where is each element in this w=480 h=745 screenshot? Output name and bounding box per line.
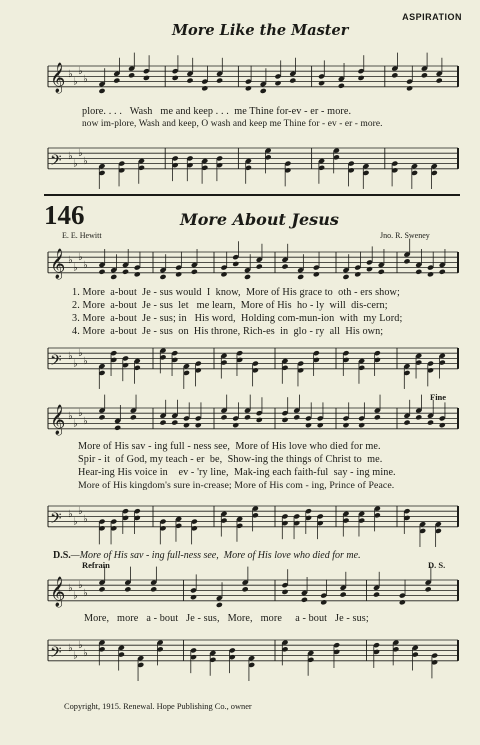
note-icon: [274, 60, 281, 86]
note-icon: [134, 252, 141, 278]
note-icon: [98, 363, 105, 389]
verse-2-line-b: Spir - it of God, my teach - er be, Show-ing the things of Christ to me.: [78, 454, 383, 465]
note-icon: [374, 350, 381, 376]
note-icon: [244, 395, 251, 421]
note-icon: [242, 567, 249, 593]
note-icon: [357, 55, 364, 81]
note-icon: [175, 252, 182, 278]
staff-3-treble: [0, 574, 480, 614]
note-icon: [110, 254, 117, 280]
flat-icon: ♭: [83, 588, 88, 599]
note-icon: [340, 572, 347, 598]
note-icon: [374, 506, 381, 532]
note-icon: [122, 249, 129, 275]
note-icon: [373, 572, 380, 598]
note-icon: [293, 395, 300, 421]
ds-prefix: D.S.: [53, 550, 71, 561]
staff-2-treble: [0, 402, 480, 442]
note-icon: [252, 361, 259, 387]
note-icon: [281, 569, 288, 595]
note-icon: [171, 400, 178, 426]
ds-mark: D. S.: [428, 560, 446, 570]
note-icon: [236, 516, 243, 542]
staff-3-bass: [0, 634, 480, 674]
note-icon: [98, 249, 105, 275]
flat-icon: ♭: [73, 650, 78, 662]
note-icon: [281, 397, 288, 423]
note-icon: [403, 400, 410, 426]
staff-1-bass: [0, 342, 480, 382]
staff-1-treble: [0, 246, 480, 286]
flat-icon: ♭: [83, 514, 88, 525]
flat-icon: ♭: [78, 506, 83, 518]
note-icon: [172, 155, 179, 181]
note-icon: [354, 252, 361, 278]
prev-lyric-line-2: now im-plore, Wash and keep, O wash and keep me Thine for - ev - er - more.: [82, 119, 383, 129]
flat-icon: ♭: [68, 508, 73, 520]
note-icon: [427, 400, 434, 426]
note-icon: [118, 645, 125, 671]
copyright-notice: Copyright, 1915. Renewal. Hope Publishing Co., owner: [64, 702, 252, 711]
bass-clef-icon: 𝄢: [50, 509, 62, 531]
note-icon: [415, 353, 422, 379]
note-icon: [425, 567, 432, 593]
bass-clef-icon: 𝄢: [50, 351, 62, 373]
prev-lyric-line-1: plore. . . . Wash me and keep . . . me Thine for-ev - er - more.: [82, 106, 352, 117]
flat-icon: ♭: [78, 348, 83, 360]
note-icon: [159, 254, 166, 280]
note-icon: [305, 402, 312, 428]
flat-icon: ♭: [83, 648, 88, 659]
note-icon: [256, 244, 263, 270]
note-icon: [216, 58, 223, 84]
refrain-label: Refrain: [82, 560, 110, 570]
note-icon: [183, 402, 190, 428]
note-icon: [305, 508, 312, 534]
note-icon: [348, 161, 355, 187]
note-icon: [297, 254, 304, 280]
note-icon: [232, 402, 239, 428]
note-icon: [320, 580, 327, 606]
note-icon: [98, 395, 105, 421]
note-icon: [378, 249, 385, 275]
prev-hymn-title: More Like the Master: [172, 22, 349, 39]
note-icon: [128, 53, 135, 79]
staff-2-bass: [0, 500, 480, 540]
flat-icon: ♭: [73, 590, 78, 602]
flat-icon: ♭: [78, 580, 83, 592]
note-icon: [439, 353, 446, 379]
note-icon: [220, 353, 227, 379]
note-icon: [201, 66, 208, 92]
ds-text: —More of His sav - ing full-ness see, More of His love who died for me.: [70, 550, 361, 561]
note-icon: [427, 252, 434, 278]
note-icon: [98, 68, 105, 94]
note-icon: [358, 511, 365, 537]
note-icon: [297, 361, 304, 387]
flat-icon: ♭: [73, 158, 78, 170]
note-icon: [439, 402, 446, 428]
staff-prev-treble: [0, 60, 480, 100]
note-icon: [313, 350, 320, 376]
note-icon: [216, 582, 223, 608]
treble-clef-icon: 𝄞: [50, 404, 66, 435]
flat-icon: ♭: [78, 148, 83, 160]
note-icon: [98, 163, 105, 189]
note-icon: [186, 155, 193, 181]
note-icon: [220, 395, 227, 421]
verse-1-line-a: 1. More a-bout Je - sus would I know, More of His grace to oth - ers show;: [72, 287, 400, 298]
staff-prev-bass: [0, 142, 480, 182]
note-icon: [183, 363, 190, 389]
note-icon: [373, 642, 380, 668]
note-icon: [333, 642, 340, 668]
note-icon: [281, 358, 288, 384]
note-icon: [220, 252, 227, 278]
note-icon: [124, 567, 131, 593]
note-icon: [427, 361, 434, 387]
note-icon: [114, 405, 121, 431]
note-icon: [159, 348, 166, 374]
refrain-lyric: More, more a - bout Je - sus, More, more a - bout Je - sus;: [84, 613, 369, 624]
note-icon: [431, 163, 438, 189]
flat-icon: ♭: [78, 252, 83, 264]
flat-icon: ♭: [68, 254, 73, 266]
note-icon: [415, 395, 422, 421]
verse-3-line-a: 3. More a-bout Je - sus; in His word, Holding com-mun-ion with my Lord;: [72, 313, 403, 324]
note-icon: [252, 506, 259, 532]
note-icon: [342, 511, 349, 537]
note-icon: [236, 350, 243, 376]
flat-icon: ♭: [73, 76, 78, 88]
note-icon: [190, 647, 197, 673]
note-icon: [317, 513, 324, 539]
note-icon: [362, 163, 369, 189]
flat-icon: ♭: [83, 356, 88, 367]
note-icon: [431, 653, 438, 679]
note-icon: [366, 246, 373, 272]
note-icon: [122, 508, 129, 534]
flat-icon: ♭: [68, 150, 73, 162]
note-icon: [137, 655, 144, 681]
flat-icon: ♭: [83, 260, 88, 271]
note-icon: [229, 647, 236, 673]
note-icon: [307, 650, 314, 676]
note-icon: [245, 66, 252, 92]
bass-clef-icon: 𝄢: [50, 151, 62, 173]
section-label: ASPIRATION: [402, 12, 462, 22]
note-icon: [293, 513, 300, 539]
note-icon: [342, 254, 349, 280]
note-icon: [313, 252, 320, 278]
note-icon: [157, 640, 164, 666]
note-icon: [318, 60, 325, 86]
note-icon: [403, 239, 410, 265]
verse-4-line-a: 4. More a-bout Je - sus on His throne, Rich-es in glo - ry all His own;: [72, 326, 384, 337]
note-icon: [284, 161, 291, 187]
note-icon: [436, 58, 443, 84]
note-icon: [232, 241, 239, 267]
note-icon: [281, 244, 288, 270]
fine-label: Fine: [430, 392, 447, 402]
note-icon: [358, 358, 365, 384]
note-icon: [419, 521, 426, 547]
note-icon: [191, 249, 198, 275]
note-icon: [391, 53, 398, 79]
flat-icon: ♭: [78, 408, 83, 420]
note-icon: [391, 161, 398, 187]
note-icon: [171, 350, 178, 376]
hymn-divider: [44, 194, 460, 196]
note-icon: [318, 158, 325, 184]
note-icon: [415, 249, 422, 275]
note-icon: [138, 158, 145, 184]
note-icon: [134, 358, 141, 384]
verse-3-line-b: Hear-ing His voice in ev - 'ry line, Mak-ing each faith-ful say - ing mine.: [78, 467, 396, 478]
flat-icon: ♭: [68, 350, 73, 362]
flat-icon: ♭: [68, 410, 73, 422]
note-icon: [143, 55, 150, 81]
treble-clef-icon: 𝄞: [50, 62, 66, 93]
note-icon: [216, 155, 223, 181]
hymn-title: More About Jesus: [180, 210, 339, 229]
note-icon: [159, 400, 166, 426]
note-icon: [289, 58, 296, 84]
note-icon: [411, 163, 418, 189]
flat-icon: ♭: [83, 74, 88, 85]
note-icon: [130, 395, 137, 421]
note-icon: [244, 254, 251, 280]
note-icon: [134, 508, 141, 534]
flat-icon: ♭: [73, 262, 78, 274]
note-icon: [317, 402, 324, 428]
note-icon: [245, 158, 252, 184]
flat-icon: ♭: [78, 640, 83, 652]
hymn-number: 146: [44, 200, 85, 230]
note-icon: [201, 158, 208, 184]
flat-icon: ♭: [73, 516, 78, 528]
note-icon: [403, 508, 410, 534]
note-icon: [113, 58, 120, 84]
note-icon: [406, 66, 413, 92]
ds-instruction: [48, 539, 361, 561]
note-icon: [190, 574, 197, 600]
flat-icon: ♭: [83, 416, 88, 427]
note-icon: [122, 355, 129, 381]
flat-icon: ♭: [78, 66, 83, 78]
note-icon: [265, 148, 272, 174]
note-icon: [110, 350, 117, 376]
note-icon: [195, 402, 202, 428]
note-icon: [342, 402, 349, 428]
note-icon: [412, 645, 419, 671]
note-icon: [421, 53, 428, 79]
flat-icon: ♭: [83, 156, 88, 167]
note-icon: [175, 516, 182, 542]
note-icon: [172, 55, 179, 81]
note-icon: [260, 68, 267, 94]
note-icon: [435, 521, 442, 547]
note-icon: [195, 361, 202, 387]
note-icon: [338, 63, 345, 89]
treble-clef-icon: 𝄞: [50, 576, 66, 607]
note-icon: [301, 577, 308, 603]
note-icon: [403, 363, 410, 389]
note-icon: [209, 650, 216, 676]
note-icon: [150, 567, 157, 593]
note-icon: [256, 397, 263, 423]
flat-icon: ♭: [68, 582, 73, 594]
note-icon: [333, 148, 340, 174]
music-composer: Jno. R. Sweney: [380, 231, 430, 240]
note-icon: [281, 640, 288, 666]
flat-icon: ♭: [73, 418, 78, 430]
verse-1-line-b: More of His sav - ing full - ness see, More of His love who died for me.: [78, 441, 381, 452]
note-icon: [98, 567, 105, 593]
note-icon: [392, 640, 399, 666]
note-icon: [186, 58, 193, 84]
note-icon: [220, 511, 227, 537]
verse-4-line-b: More of His kingdom's sure in-crease; More of His com - ing, Prince of Peace.: [78, 480, 395, 491]
note-icon: [358, 402, 365, 428]
bass-clef-icon: 𝄢: [50, 643, 62, 665]
treble-clef-icon: 𝄞: [50, 248, 66, 279]
note-icon: [374, 395, 381, 421]
note-icon: [98, 640, 105, 666]
note-icon: [342, 350, 349, 376]
note-icon: [281, 513, 288, 539]
note-icon: [118, 161, 125, 187]
flat-icon: ♭: [73, 358, 78, 370]
note-icon: [399, 580, 406, 606]
note-icon: [439, 249, 446, 275]
flat-icon: ♭: [68, 642, 73, 654]
flat-icon: ♭: [68, 68, 73, 80]
words-author: E. E. Hewitt: [62, 231, 102, 240]
note-icon: [248, 655, 255, 681]
verse-2-line-a: 2. More a-bout Je - sus let me learn, More of His ho - ly will dis-cern;: [72, 300, 388, 311]
